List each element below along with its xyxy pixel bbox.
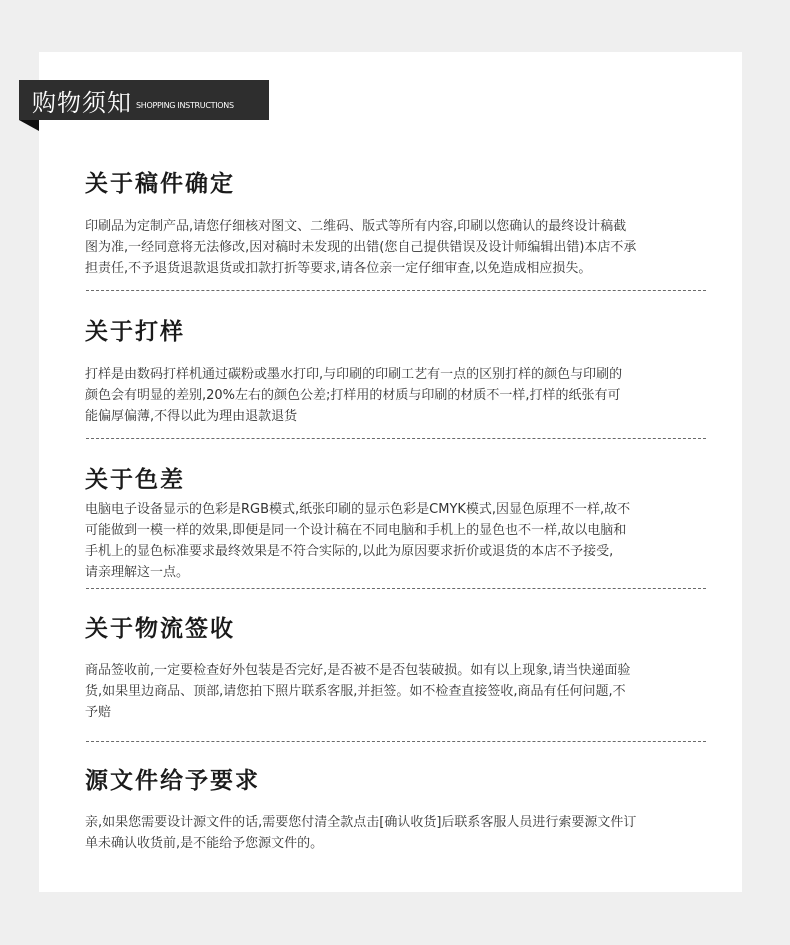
body-line: 商品签收前,一定要检查好外包装是否完好,是否被不是否包装破损。如有以上现象,请当快递面验 [85,663,631,678]
body-line: 打样是由数码打样机通过碳粉或墨水打印,与印刷的印刷工艺有一点的区别打样的颜色与印刷的 [85,367,623,382]
section-heading: 关于色差 [85,467,185,493]
body-line: 图为准,一经同意将无法修改,因对稿时未发现的出错(您自己提供错误及设计师编辑出错)本店不承 [85,240,637,255]
body-line: 可能做到一模一样的效果,即便是同一个设计稿在不同电脑和手机上的显色也不一样,故以电脑和 [85,523,627,538]
section-heading: 关于物流签收 [85,616,235,642]
body-line: 手机上的显色标准要求最终效果是不符合实际的,以此为原因要求折价或退货的本店不予接受, [85,544,614,559]
body-line: 能偏厚偏薄,不得以此为理由退款退货 [85,409,298,424]
section-body [85,660,725,723]
section-color-difference [85,461,725,583]
body-line: 请亲理解这一点。 [85,565,190,580]
body-line: 单未确认收货前,是不能给予您源文件的。 [85,836,324,851]
section-body [85,812,725,854]
section-proofing [85,313,725,427]
section-divider [86,588,706,589]
section-logistics-signoff [85,610,725,723]
section-heading: 源文件给予要求 [85,768,260,794]
banner-fold [19,120,39,131]
section-body [85,499,725,583]
body-line: 货,如果里边商品、顶部,请您拍下照片联系客服,并拒签。如不检查直接签收,商品有任何问题,不 [85,684,626,699]
banner-title: 购物须知 [32,88,132,117]
section-heading: 关于稿件确定 [85,171,235,197]
body-line: 予赔 [85,705,112,720]
section-heading: 关于打样 [85,319,185,345]
section-body [85,216,725,279]
banner-subtitle: SHOPPING INSTRUCTIONS [136,100,234,110]
body-line: 电脑电子设备显示的色彩是RGB模式,纸张印刷的显示色彩是CMYK模式,因显色原理不一样,故不 [85,502,631,517]
section-divider [86,438,706,439]
section-source-files [85,762,725,854]
section-draft-confirmation [85,165,725,279]
section-divider [86,290,706,291]
section-body [85,364,725,427]
title-banner [19,80,269,120]
body-line: 颜色会有明显的差别,20%左右的颜色公差;打样用的材质与印刷的材质不一样,打样的纸张有可 [85,388,621,403]
body-line: 亲,如果您需要设计源文件的话,需要您付清全款点击[确认收货]后联系客服人员进行索要源文件订 [85,815,637,830]
body-line: 担责任,不予退货退款退货或扣款打折等要求,请各位亲一定仔细审查,以免造成相应损失。 [85,261,592,276]
section-divider [86,741,706,742]
body-line: 印刷品为定制产品,请您仔细核对图文、二维码、版式等所有内容,印刷以您确认的最终设计稿截 [85,219,627,234]
